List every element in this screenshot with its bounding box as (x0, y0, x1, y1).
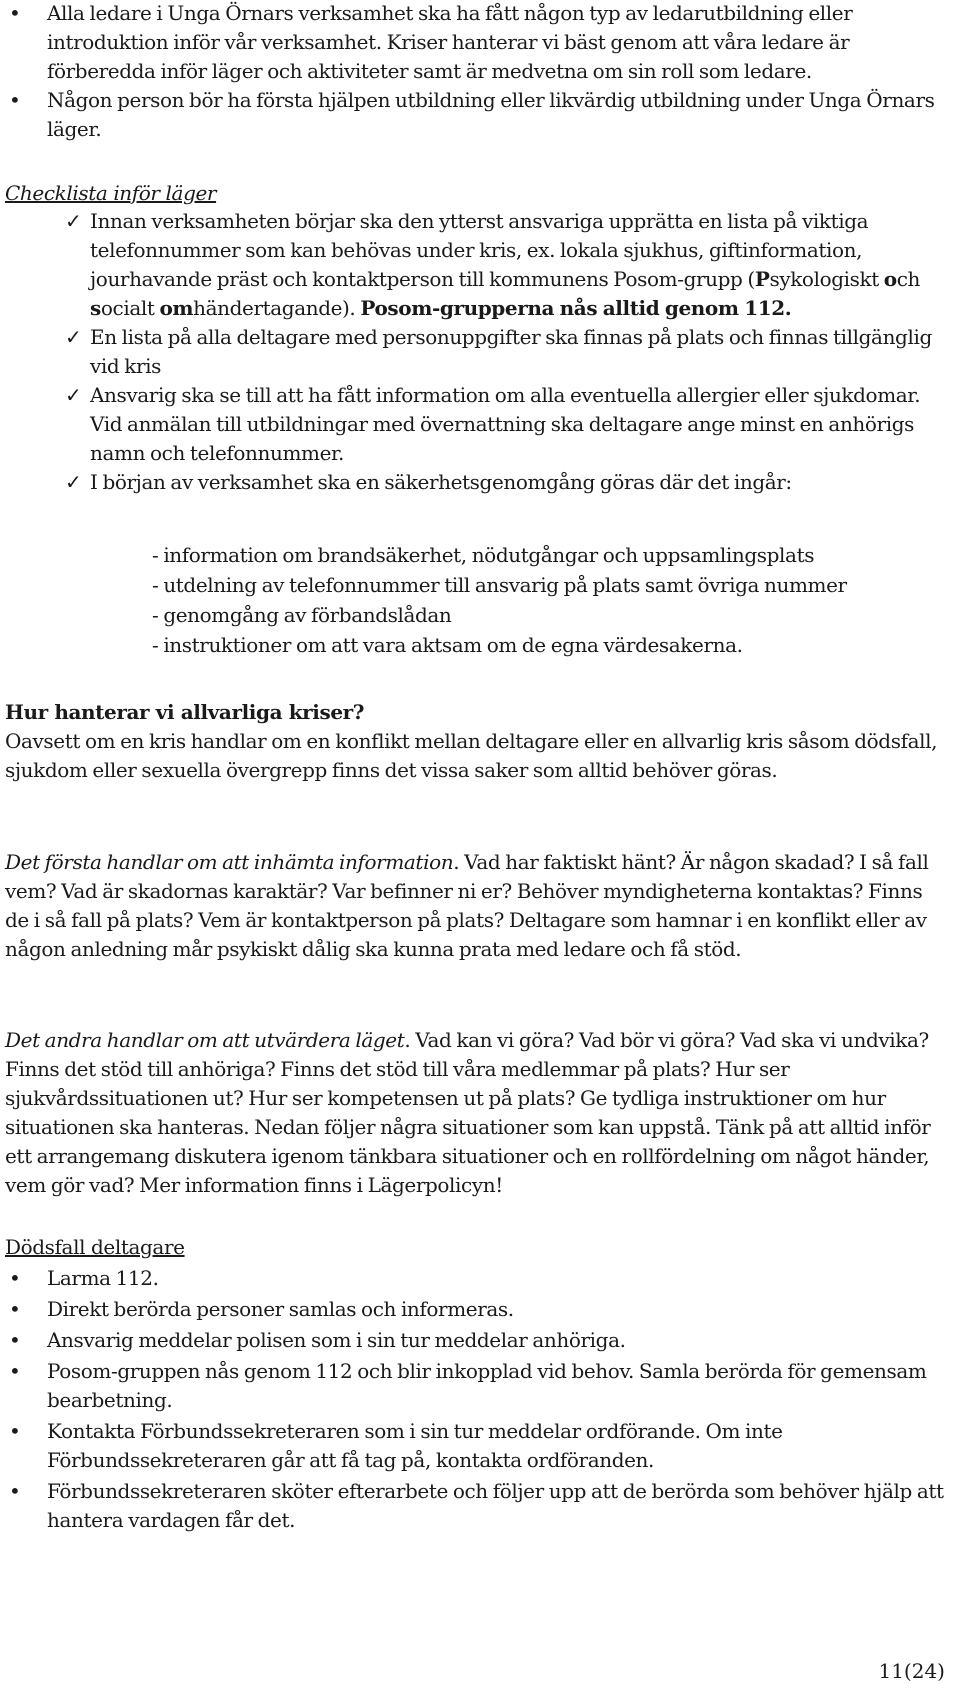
checklist-item: ✓ Innan verksamheten börjar ska den ytterst ansvariga upprätta en lista på viktiga telefonnummer som kan behövas under kris, ex. lokala sjukhus, giftinformation, jourhavande präst och kontaktperson till kommunens Posom-grupp (Psykologiskt och socialt omhändertagande). Posom-grupperna nås alltid genom 112. (65, 209, 921, 320)
bullet-icon: • (9, 1419, 21, 1443)
list-item: • Larma 112. (5, 1264, 945, 1293)
list-item: - instruktioner om att vara aktsam om de egna värdesakerna. (152, 633, 743, 657)
checklist-item: ✓ I början av verksamhet ska en säkerhetsgenomgång göras där det ingår: (0, 468, 945, 497)
crisis-intro: Oavsett om en kris handlar om en konflikt mellan deltagare eller en allvarlig kris såsom dödsfall, sjukdom eller sexuella övergrepp finns det vissa saker som alltid behöver göras. (5, 729, 938, 782)
bullet-icon: • (9, 1359, 21, 1383)
checklist (0, 207, 945, 497)
check-icon: ✓ (65, 470, 82, 494)
intro-bullet-list (5, 0, 945, 144)
page-number: 11(24) (878, 1659, 945, 1683)
checklist-heading: Checklista inför läger (5, 181, 217, 205)
checklist-item: ✓ En lista på alla deltagare med personuppgifter ska finnas på plats och finnas tillgänglig vid kris (65, 325, 932, 378)
bullet-icon: • (9, 1, 21, 25)
crisis-heading: Hur hanterar vi allvarliga kriser? (5, 700, 365, 724)
safety-review-list (0, 540, 945, 660)
list-item: - utdelning av telefonnummer till ansvarig på plats samt övriga nummer (152, 573, 847, 597)
list-item: - information om brandsäkerhet, nödutgångar och uppsamlingsplats (152, 543, 815, 567)
list-item: • Kontakta Förbundssekreteraren som i sin tur meddelar ordförande. Om inte Förbundssekreteraren går att få tag på, kontakta ordföranden. (9, 1419, 783, 1472)
list-item: • Direkt berörda personer samlas och informeras. (5, 1295, 945, 1324)
crisis-first-paragraph: Det första handlar om att inhämta information. Vad har faktiskt hänt? Är någon skadad? I så fall vem? Vad är skadornas karaktär? Var befinner ni er? Behöver myndigheterna kontaktas? Finns de i så fall på plats? Vem är kontaktperson på plats? Deltagare som hamnar i en konflikt eller av någon anledning mår psykiskt dålig ska kunna prata med ledare och få stöd. (5, 850, 929, 961)
bullet-icon: • (9, 1328, 21, 1352)
death-heading: Dödsfall deltagare (5, 1235, 185, 1259)
bullet-icon: • (9, 88, 21, 112)
list-item: • Alla ledare i Unga Örnars verksamhet ska ha fått någon typ av ledarutbildning eller introduktion inför vår verksamhet. Kriser hanterar vi bäst genom att våra ledare är förberedda inför läger och aktiviteter samt är medvetna om sin roll som ledare. (9, 1, 853, 83)
checklist-item: ✓ Ansvarig ska se till att ha fått information om alla eventuella allergier eller sjukdomar. Vid anmälan till utbildningar med övernattning ska deltagare ange minst en anhörigs namn och telefonnummer. (65, 383, 921, 465)
list-item: • Förbundssekreteraren sköter efterarbete och följer upp att de berörda som behöver hjälp att hantera vardagen får det. (9, 1479, 944, 1532)
list-item: • Någon person bör ha första hjälpen utbildning eller likvärdig utbildning under Unga Örnars läger. (9, 88, 935, 141)
list-item: • Posom-gruppen nås genom 112 och blir inkopplad vid behov. Samla berörda för gemensam bearbetning. (9, 1359, 927, 1412)
check-icon: ✓ (65, 209, 82, 233)
check-icon: ✓ (65, 325, 82, 349)
bullet-icon: • (9, 1479, 21, 1503)
list-item: • Ansvarig meddelar polisen som i sin tur meddelar anhöriga. (5, 1326, 945, 1355)
check-icon: ✓ (65, 383, 82, 407)
death-steps-list (5, 1264, 945, 1535)
list-item: - genomgång av förbandslådan (152, 603, 452, 627)
crisis-second-paragraph: Det andra handlar om att utvärdera läget. Vad kan vi göra? Vad bör vi göra? Vad ska vi undvika? Finns det stöd till anhöriga? Finns det stöd till våra medlemmar på plats? Hur ser sjukvårdssituationen ut? Hur ser kompetensen ut på plats? Ge tydliga instruktioner om hur situationen ska hanteras. Nedan följer några situationer som kan uppstå. Tänk på att alltid inför ett arrangemang diskutera igenom tänkbara situationer och en rollfördelning om något händer, vem gör vad? Mer information finns i Lägerpolicyn! (5, 1028, 931, 1197)
bullet-icon: • (9, 1297, 21, 1321)
bullet-icon: • (9, 1266, 21, 1290)
